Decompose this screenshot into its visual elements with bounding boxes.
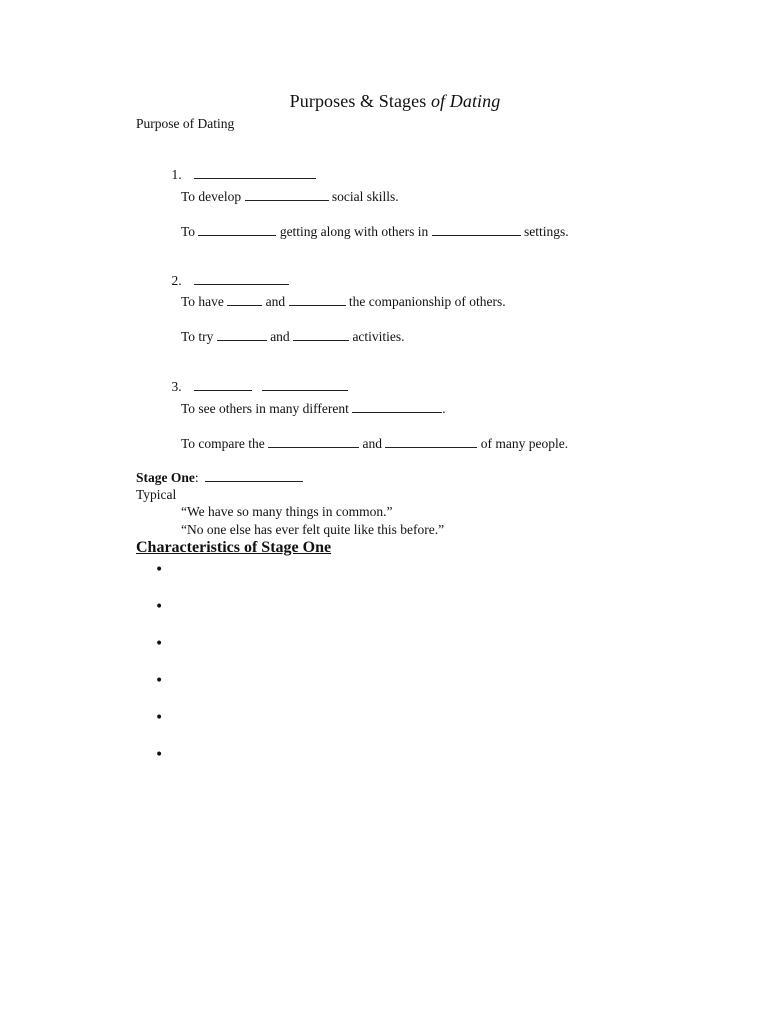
purpose-heading: Purpose of Dating [136,116,235,131]
item-3-line-1-post: . [442,401,446,416]
item-3-blank-b[interactable] [262,378,348,391]
item-3-line-1-pre: To see others in many different [181,401,353,416]
item-3-line-2-blank-a[interactable] [268,435,359,448]
characteristic-bullet-2: • [155,599,164,615]
item-3-line-1-blank[interactable] [352,400,442,413]
typical-label: Typical [136,487,177,502]
item-2-blank[interactable] [194,272,289,285]
item-2-line-2-blank-b[interactable] [293,328,349,341]
item-3-blank-a[interactable] [194,378,252,391]
characteristic-bullet-5: • [155,710,164,726]
item-1-line-2-blank-b[interactable] [432,223,521,236]
item-3-number: 3. [171,378,182,394]
item-2-line-1-pre: To have [181,294,228,309]
item-2-line-2-blank-a[interactable] [217,328,267,341]
stage-one-label: Stage One [136,470,195,485]
item-1-line-1 [181,188,399,204]
item-1-line-1-pre: To develop [181,189,245,204]
item-2-line-2 [181,328,405,344]
item-1-line-1-post: social skills. [328,189,399,204]
item-3-line-2-pre: To compare the [181,436,269,451]
item-3-line-2 [181,435,568,451]
item-1-line-1-blank[interactable] [245,188,329,201]
item-2-line-2-mid: and [266,329,294,344]
document-title [0,91,768,112]
item-3-line-2-post: of many people. [477,436,569,451]
item-2-number: 2. [171,272,182,288]
stage-one-row [136,469,303,485]
item-1-line-2-mid: getting along with others in [276,224,432,239]
stage-one-colon: : [194,470,199,485]
item-1-number: 1. [171,166,182,182]
characteristic-bullet-1: • [155,562,164,578]
item-1-line-2 [181,223,569,239]
item-2-line-1 [181,293,506,309]
characteristics-heading: Characteristics of Stage One [136,539,332,556]
item-2-line-1-post: the companionship of others. [345,294,506,309]
quote-1: “We have so many things in common.” [181,504,393,519]
quote-2: “No one else has ever felt quite like this before.” [181,522,445,537]
item-1-line-2-post: settings. [520,224,569,239]
item-2-line-1-mid: and [262,294,289,309]
item-2-line-1-blank-b[interactable] [289,293,346,306]
item-2-line-2-post: activities. [349,329,405,344]
stage-one-blank[interactable] [205,469,303,482]
title-main: Purposes & Stages [289,91,431,111]
item-1-blank[interactable] [194,166,316,179]
characteristic-bullet-3: • [155,636,164,652]
item-2-line-1-blank-a[interactable] [227,293,262,306]
item-3-line-2-mid: and [359,436,386,451]
item-1-line-2-blank-a[interactable] [198,223,276,236]
item-2-line-2-pre: To try [181,329,217,344]
item-3-line-2-blank-b[interactable] [385,435,477,448]
title-italic: of Dating [430,91,501,111]
characteristic-bullet-4: • [155,673,164,689]
item-1-line-2-pre: To [181,224,199,239]
item-3-line-1 [181,400,446,416]
characteristic-bullet-6: • [155,747,164,763]
